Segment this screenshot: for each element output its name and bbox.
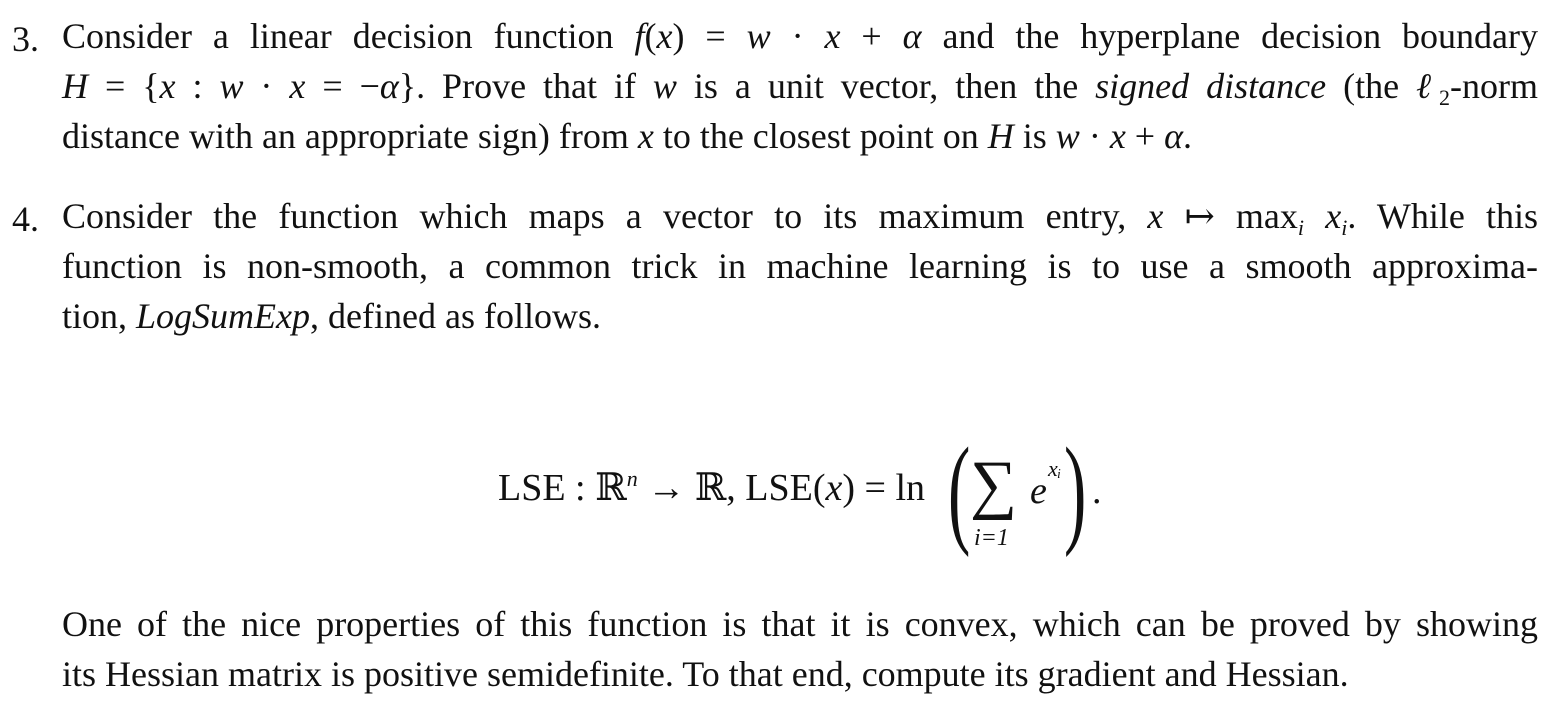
problem-3-line-3: distance with an appropriate sign) from x to the closest point on H is w · x + α.	[62, 116, 1193, 156]
problem-3-line-1: Consider a linear decision function f(x) = w · x + α and the hyperplane decision boundary	[62, 16, 1538, 56]
lse-equation	[0, 423, 1558, 560]
problem-4-number: 4.	[12, 199, 39, 239]
problem-4-paragraph-2-line-2: its Hessian matrix is positive semidefinite. To that end, compute its gradient and Hessian.	[62, 654, 1349, 694]
problem-3-line-2: H = {x : w · x = −α}. Prove that if w is a unit vector, then the signed distance (the ℓ$_2$-norm	[62, 66, 1538, 110]
problem-4-line-3: tion, LogSumExp, defined as follows.	[62, 296, 601, 336]
problem-4-paragraph-2-line-1: One of the nice properties of this function is that it is convex, which can be proved by showing	[62, 604, 1538, 644]
sum-index: i=1	[974, 525, 1009, 551]
lse-equation-lhs: LSE : ℝ$^n$ → ℝ, LSE(x) = ln	[498, 466, 926, 509]
exponential-base: e	[1030, 470, 1047, 512]
right-paren: )	[1064, 423, 1087, 558]
exponent: xᵢ	[1048, 456, 1062, 481]
sum-symbol: ∑	[970, 448, 1018, 521]
problem-3-number: 3.	[12, 19, 39, 59]
left-paren: (	[948, 423, 971, 558]
equation-period: .	[1092, 470, 1102, 512]
problem-4-line-2: function is non-smooth, a common trick in machine learning is to use a smooth approxima-	[62, 246, 1538, 286]
problem-4-line-1: Consider the function which maps a vector to its maximum entry, x ↦ $\max_i x_i$. While this	[62, 196, 1538, 240]
